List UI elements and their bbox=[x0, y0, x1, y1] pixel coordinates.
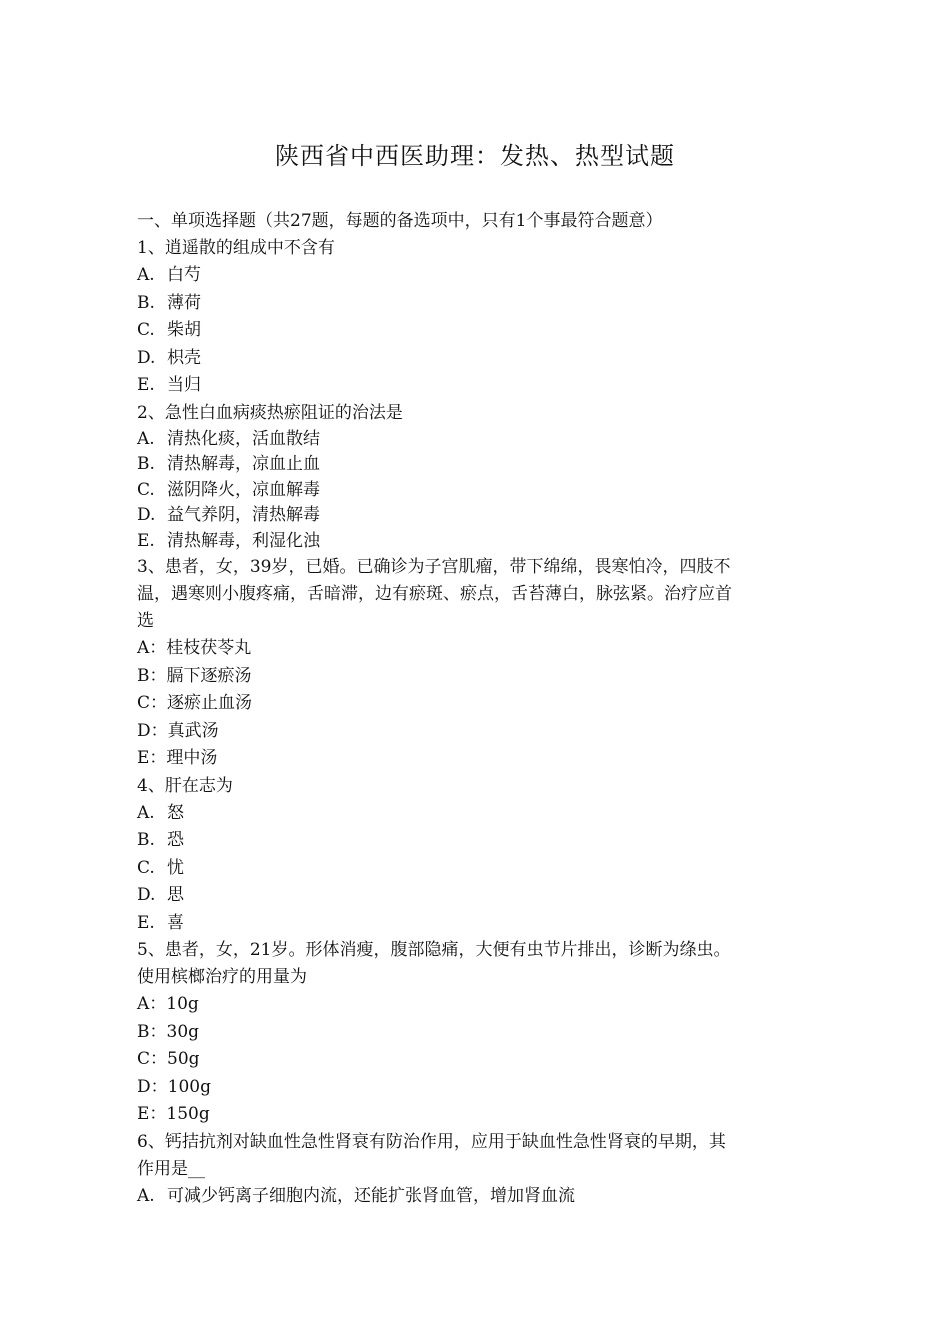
option-label: B. bbox=[137, 830, 155, 850]
question-6-stem-line-1: 6、钙拮抗剂对缺血性急性肾衰有防治作用，应用于缺血性急性肾衰的早期，其 bbox=[137, 1131, 726, 1152]
question-5-option-c bbox=[137, 1046, 817, 1074]
option-text: 清热解毒，利湿化浊 bbox=[167, 530, 320, 551]
question-6-stem-line-2: 作用是__ bbox=[137, 1158, 205, 1179]
option-label: C. bbox=[137, 857, 155, 878]
option-label: A： bbox=[137, 994, 167, 1014]
question-5-option-a bbox=[137, 991, 817, 1019]
question-5-option-d bbox=[137, 1074, 817, 1102]
option-label: B. bbox=[137, 292, 155, 313]
option-text: 白芍 bbox=[167, 265, 201, 285]
option-text: 喜 bbox=[167, 912, 184, 933]
question-4-stem: 4、肝在志为 bbox=[137, 775, 233, 796]
option-text: 薄荷 bbox=[167, 292, 201, 313]
question-1-stem: 1、逍遥散的组成中不含有 bbox=[137, 238, 335, 258]
option-label: D. bbox=[137, 505, 156, 525]
question-5-stem-line-1: 5、患者，女，21岁。形体消瘦，腹部隐痛，大便有虫节片排出，诊断为绦虫。 bbox=[137, 940, 731, 960]
question-1-option-c bbox=[137, 317, 817, 345]
question-3-option-b bbox=[137, 663, 817, 691]
option-text: 当归 bbox=[167, 375, 201, 395]
question-1-option-d bbox=[137, 345, 817, 373]
option-text: 理中汤 bbox=[166, 748, 218, 768]
question-2-option-a bbox=[137, 427, 817, 453]
question-2-option-e bbox=[137, 529, 817, 555]
option-text: 逐瘀止血汤 bbox=[167, 693, 253, 713]
option-text: 真武汤 bbox=[167, 720, 219, 741]
question-5-stem-line-2: 使用槟榔治疗的用量为 bbox=[137, 967, 307, 987]
question-3-stem-line-2: 温，遇寒则小腹疼痛，舌暗滞，边有瘀斑、瘀点，舌苔薄白，脉弦紧。治疗应首 bbox=[137, 584, 732, 604]
question-2-option-c bbox=[137, 478, 817, 504]
option-label: B. bbox=[137, 454, 155, 474]
option-text: 100g bbox=[167, 1076, 211, 1097]
document-title: 陕西省中西医助理：发热、热型试题 bbox=[275, 142, 675, 170]
option-label: D： bbox=[137, 720, 168, 741]
option-label: E. bbox=[137, 912, 155, 933]
question-3-stem-line-3: 选 bbox=[137, 611, 154, 631]
option-text: 思 bbox=[167, 885, 184, 905]
option-label: C： bbox=[137, 1049, 168, 1069]
question-3-option-d bbox=[137, 718, 817, 746]
question-4-option-e bbox=[137, 910, 817, 938]
question-3-option-e bbox=[137, 745, 817, 773]
option-label: A. bbox=[137, 802, 155, 823]
option-label: D. bbox=[137, 885, 156, 905]
option-text: 10g bbox=[166, 994, 199, 1014]
option-label: E. bbox=[137, 530, 155, 551]
question-3-stem-line-1: 3、患者，女，39岁，已婚。已确诊为子宫肌瘤，带下绵绵，畏寒怕冷，四肢不 bbox=[137, 557, 731, 577]
option-text: 50g bbox=[167, 1049, 200, 1069]
question-2-option-b bbox=[137, 452, 817, 478]
option-label: E. bbox=[137, 375, 155, 395]
option-text: 柴胡 bbox=[167, 320, 201, 340]
option-text: 恐 bbox=[167, 830, 184, 850]
option-text: 忧 bbox=[167, 857, 184, 878]
option-text: 枳壳 bbox=[167, 347, 201, 368]
question-4-option-a bbox=[137, 800, 817, 828]
option-label: B： bbox=[137, 1021, 167, 1042]
option-text: 膈下逐瘀汤 bbox=[166, 665, 252, 686]
question-6-option-a bbox=[137, 1183, 817, 1211]
question-2-option-d bbox=[137, 503, 817, 529]
option-text: 桂枝茯苓丸 bbox=[166, 638, 252, 658]
question-3-option-a bbox=[137, 635, 817, 663]
question-4-option-d bbox=[137, 882, 817, 910]
option-label: C. bbox=[137, 479, 155, 500]
option-text: 清热解毒，凉血止血 bbox=[167, 454, 320, 474]
option-text: 30g bbox=[166, 1021, 200, 1042]
question-4-option-b bbox=[137, 827, 817, 855]
option-text: 150g bbox=[166, 1104, 210, 1124]
option-label: A. bbox=[137, 428, 155, 449]
option-label: D： bbox=[137, 1076, 168, 1097]
option-label: C： bbox=[137, 693, 168, 713]
option-text: 可减少钙离子细胞内流，还能扩张肾血管，增加肾血流 bbox=[167, 1185, 575, 1206]
option-text: 清热化痰，活血散结 bbox=[167, 428, 320, 449]
question-3-option-c bbox=[137, 690, 817, 718]
question-5-option-b bbox=[137, 1019, 817, 1047]
option-label: C. bbox=[137, 320, 155, 340]
option-label: A. bbox=[137, 1185, 155, 1206]
option-text: 滋阴降火，凉血解毒 bbox=[167, 479, 320, 500]
option-label: A： bbox=[137, 638, 167, 658]
question-1-option-e bbox=[137, 372, 817, 400]
option-label: E： bbox=[137, 1104, 167, 1124]
option-text: 怒 bbox=[167, 802, 184, 823]
question-1-option-a bbox=[137, 262, 817, 290]
question-5-option-e bbox=[137, 1101, 817, 1129]
question-1-option-b bbox=[137, 290, 817, 318]
option-label: B： bbox=[137, 665, 167, 686]
option-label: E： bbox=[137, 748, 167, 768]
option-text: 益气养阴，清热解毒 bbox=[167, 505, 320, 525]
section-header: 一、单项选择题（共27题，每题的备选项中，只有1个事最符合题意） bbox=[137, 211, 663, 231]
option-label: D. bbox=[137, 347, 156, 368]
question-4-option-c bbox=[137, 855, 817, 883]
option-label: A. bbox=[137, 265, 155, 285]
question-2-stem: 2、急性白血病痰热瘀阻证的治法是 bbox=[137, 402, 403, 423]
document-body bbox=[137, 208, 817, 1210]
